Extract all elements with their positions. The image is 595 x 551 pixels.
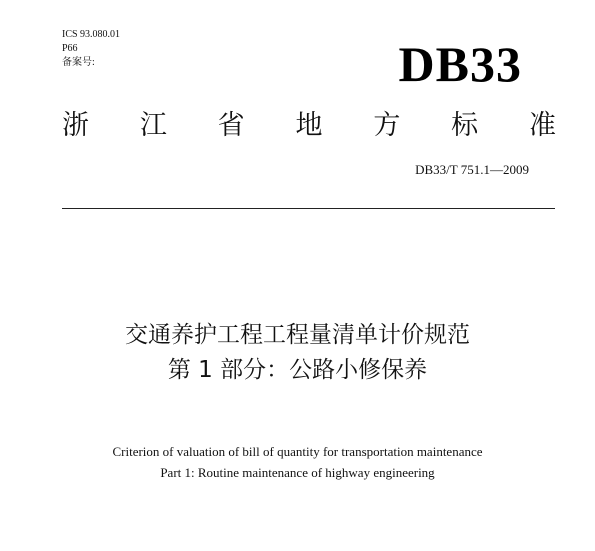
ics-code: ICS 93.080.01 <box>62 29 121 40</box>
standard-number: DB33/T 751.1—2009 <box>415 162 529 177</box>
heading-char: 标 <box>451 110 479 141</box>
standard-code-logo: DB33 <box>398 36 522 92</box>
english-title-line-2: Part 1: Routine maintenance of highway engineering <box>160 465 435 480</box>
heading-char: 江 <box>139 110 167 141</box>
header-divider <box>62 208 555 209</box>
provincial-standard-heading <box>62 108 556 144</box>
heading-char: 方 <box>373 110 401 141</box>
heading-char: 准 <box>528 110 556 141</box>
category-code: P66 <box>62 43 78 54</box>
classification-block <box>62 28 120 70</box>
heading-char: 地 <box>295 110 323 141</box>
english-title-line-1: Criterion of valuation of bill of quantity for transportation maintenance <box>112 444 483 459</box>
chinese-title-line-2: 第 1 部分：公路小修保养 <box>167 357 428 383</box>
chinese-title-line-1: 交通养护工程工程量清单计价规范 <box>125 322 470 348</box>
heading-char: 省 <box>217 110 245 141</box>
filing-number-label: 备案号: <box>62 57 95 68</box>
heading-char: 浙 <box>62 110 89 141</box>
